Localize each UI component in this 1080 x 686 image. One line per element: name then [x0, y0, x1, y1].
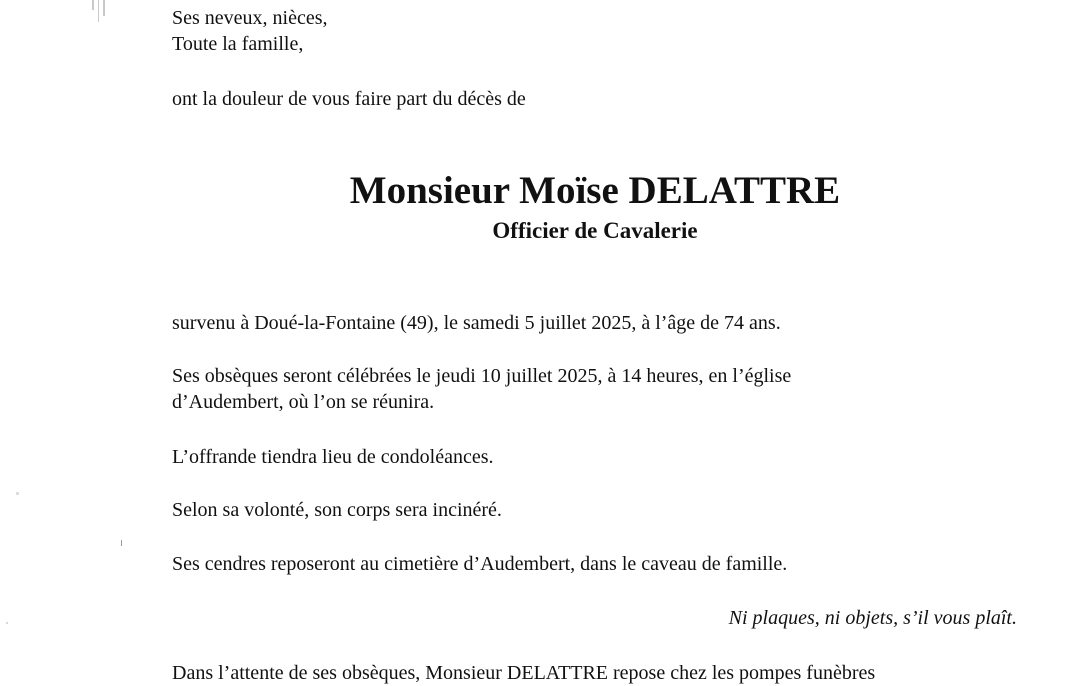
deceased-name: Monsieur Moïse DELATTRE — [349, 169, 841, 212]
scan-mark — [92, 0, 94, 10]
scan-speck — [121, 540, 122, 546]
funeral-line-1: Ses obsèques seront célébrées le jeudi 10 juillet 2025, à 14 heures, en l’église — [172, 365, 792, 387]
family-line-nephews: Ses neveux, nièces, — [172, 7, 328, 29]
ashes-text: Ses cendres reposeront au cimetière d’Audembert, dans le caveau de famille. — [172, 553, 788, 575]
death-details: survenu à Doué-la-Fontaine (49), le samedi 5 juillet 2025, à l’âge de 74 ans. — [172, 312, 781, 334]
funeral-line-2: d’Audembert, où l’on se réunira. — [172, 391, 435, 413]
offering-text: L’offrande tiendra lieu de condoléances. — [172, 446, 494, 468]
top-cut-line — [230, 0, 870, 2]
announcement-text: ont la douleur de vous faire part du décès de — [172, 88, 526, 110]
deceased-title: Officier de Cavalerie — [492, 218, 698, 243]
scan-mark — [98, 0, 99, 22]
scan-speck — [6, 622, 8, 624]
no-flowers-text: Ni plaques, ni objets, s’il vous plaît. — [728, 607, 1017, 629]
scan-mark — [103, 0, 105, 16]
family-line-whole-family: Toute la famille, — [172, 33, 304, 55]
waiting-line-partial: Dans l’attente de ses obsèques, Monsieur DELATTRE repose chez les pompes funèbres — [172, 662, 876, 684]
scan-speck — [16, 492, 19, 495]
family-line-partial — [230, 0, 567, 2]
cremation-text: Selon sa volonté, son corps sera incinéré. — [172, 499, 502, 521]
